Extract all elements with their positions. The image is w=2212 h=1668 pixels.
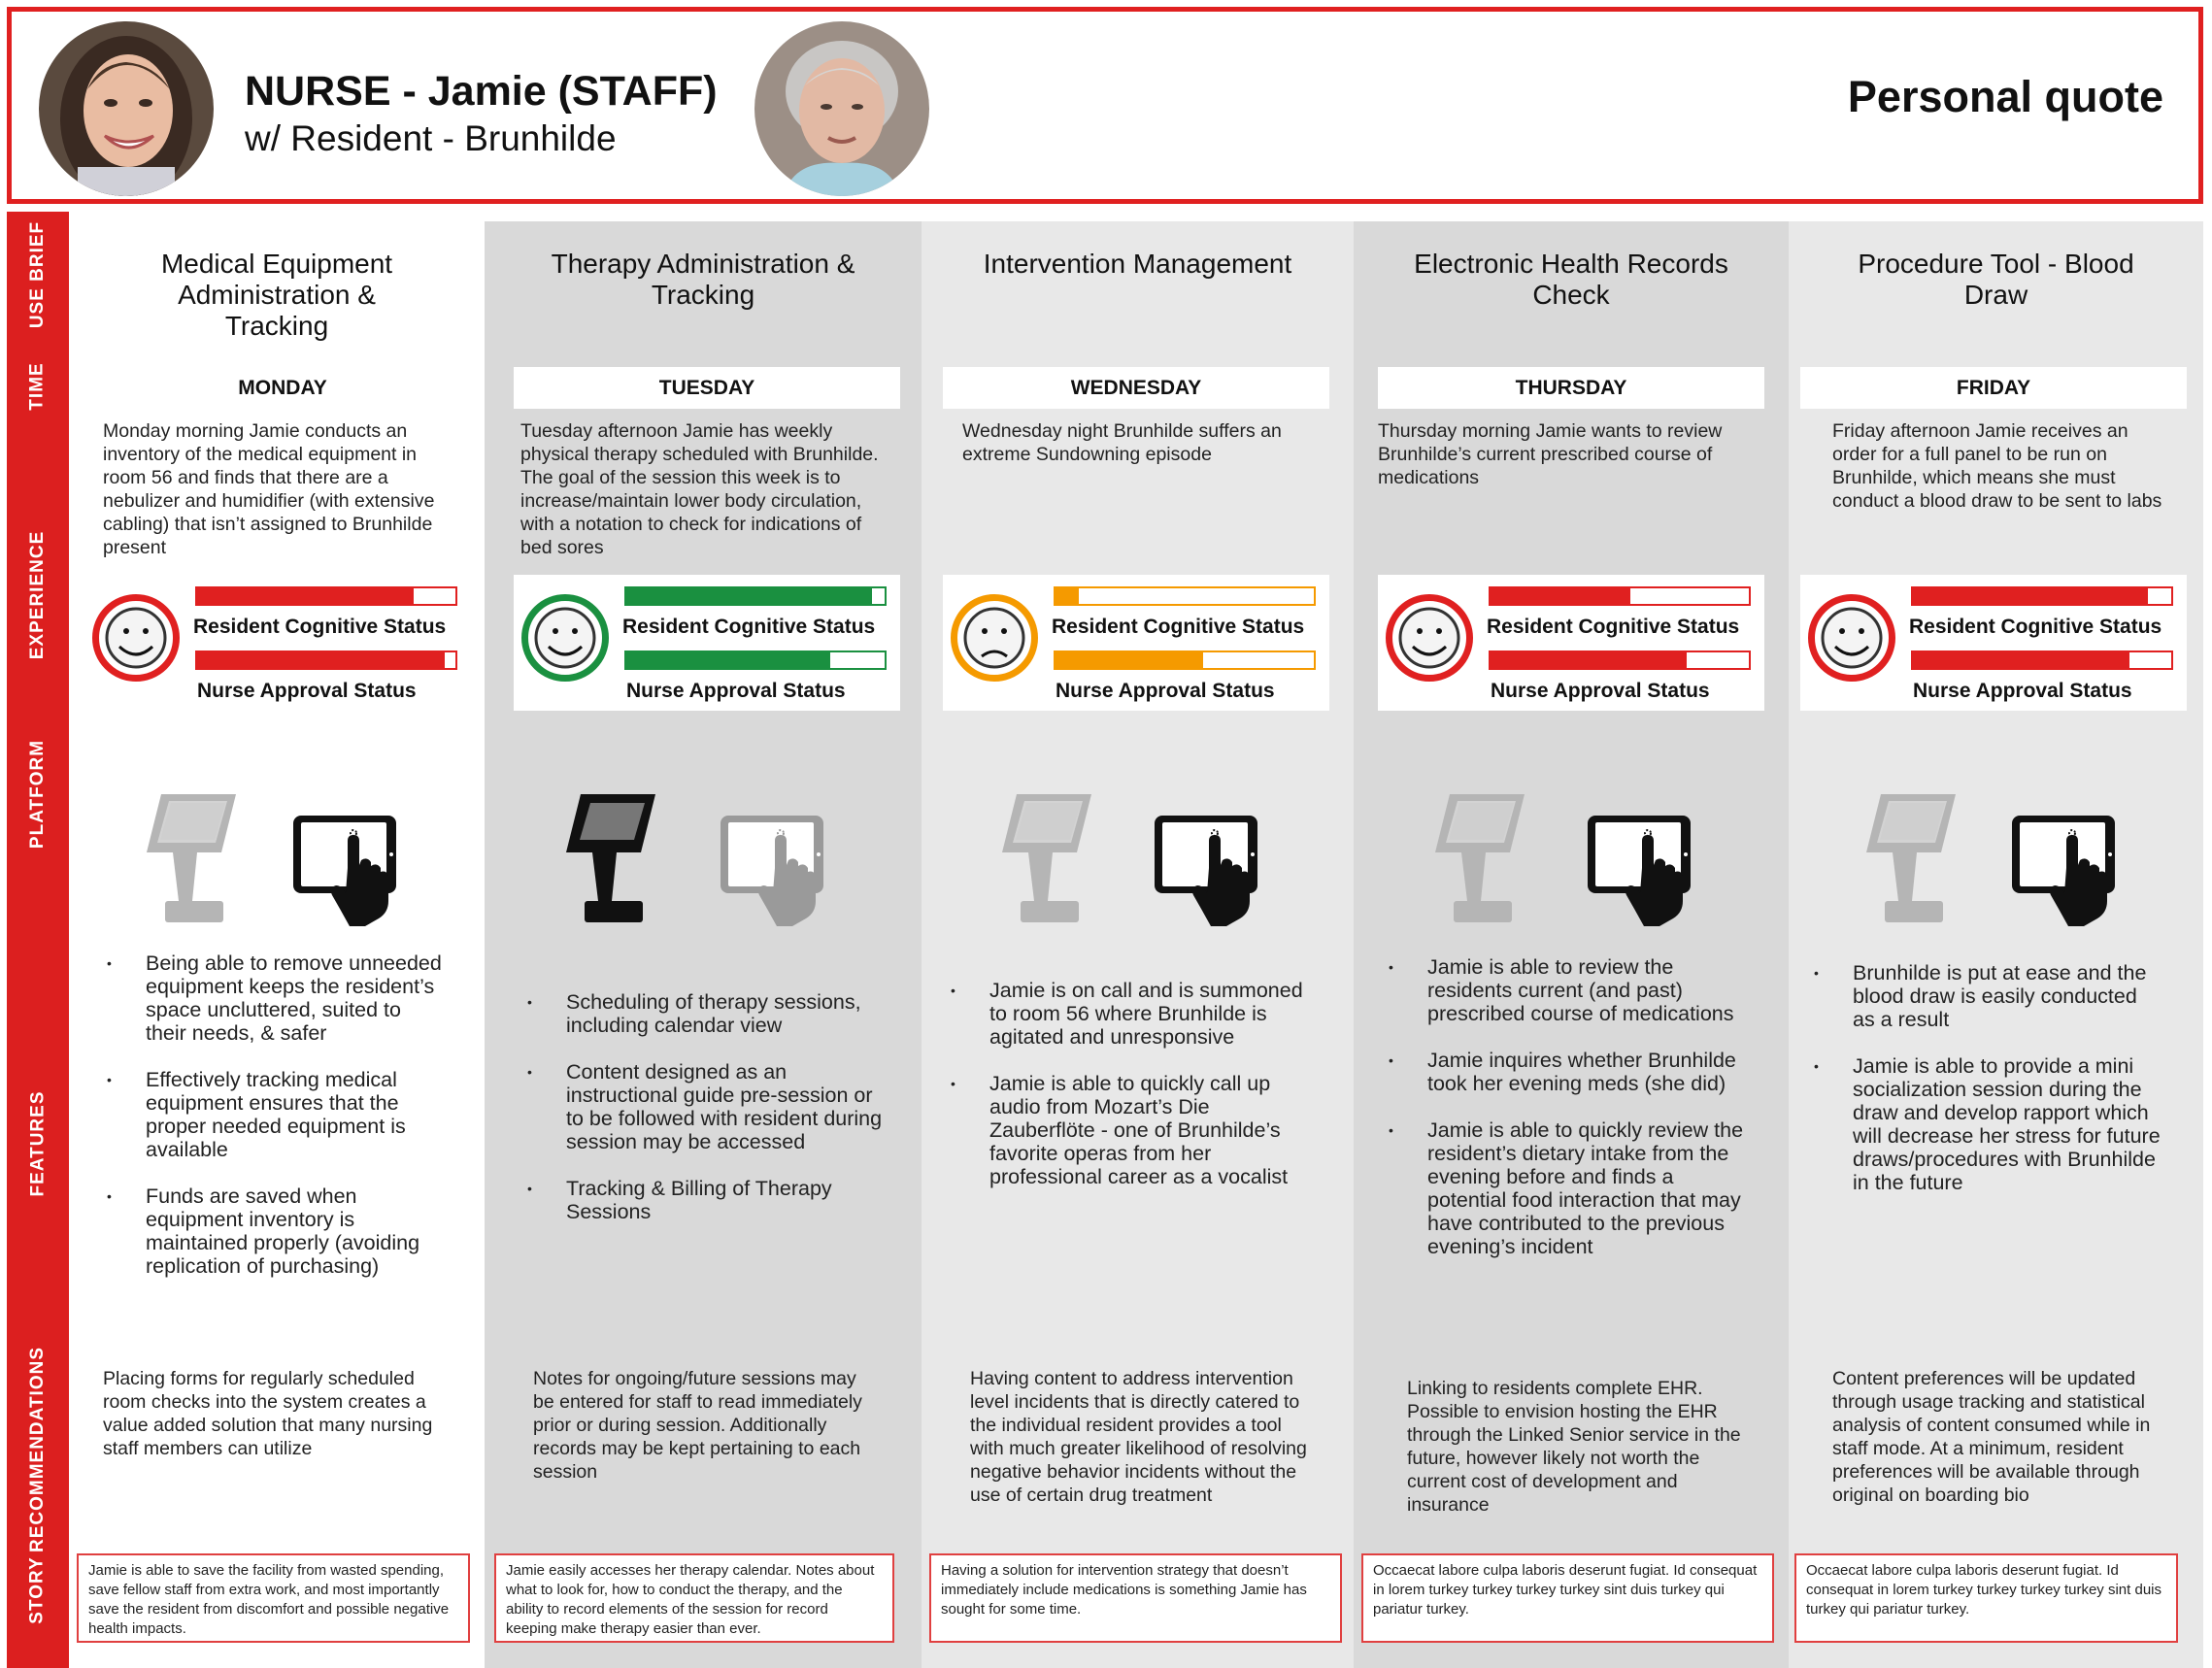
feature-list [101,951,446,1301]
tablet-touch-icon [2008,812,2120,933]
scenario-text: Friday afternoon Jamie receives an order for a full panel to be run on Brunhilde, which means she must conduct a blood draw to be sent to labs [1832,420,2162,512]
persona-header [7,7,2203,204]
nurse-approval-label: Nurse Approval Status [197,680,417,702]
day-label: MONDAY [103,367,462,409]
day-label: TUESDAY [514,367,900,409]
feature-item: • Jamie is able to quickly review the resident’s dietary intake from the evening before and finds a potential food interaction that may have contributed to the previous evening’s incident [1383,1118,1750,1258]
column-wednesday [922,221,1354,1668]
row-label-use-brief: USE BRIEF [27,220,49,329]
kiosk-icon [999,789,1096,930]
experience-panel [84,575,478,711]
nurse-approval-bar [1911,651,2173,670]
nurse-approval-label: Nurse Approval Status [1056,680,1275,702]
face-smile-icon [1386,594,1473,682]
face-smile-icon [521,594,609,682]
feature-list [521,990,883,1247]
column-monday [69,221,485,1668]
scenario-text: Monday morning Jamie conducts an inventory of the medical equipment in room 56 and finds that there are a nebulizer and humidifier (with extensive cabling) that isn’t assigned to Brunhilde present [103,420,435,558]
cognitive-status-label: Resident Cognitive Status [1052,616,1305,638]
persona-title: NURSE - Jamie (STAFF) [245,68,718,115]
feature-item: • Jamie is able to review the residents current (and past) prescribed course of medications [1383,955,1750,1025]
feature-item: • Jamie is able to provide a mini socialization session during the draw and develop rapport which will decrease her stress for future draws/procedures with Brunhilde in the future [1808,1054,2164,1194]
cognitive-status-bar [195,586,457,606]
day-label: WEDNESDAY [943,367,1329,409]
scenario-text: Wednesday night Brunhilde suffers an extreme Sundowning episode [962,420,1282,465]
nurse-approval-bar [1489,651,1751,670]
row-label-experience: EXPERIENCE [27,530,49,660]
kiosk-icon [144,789,241,930]
recommendation-text: Notes for ongoing/future sessions may be entered for staff to read immediately prior or during session. Additionally records may be kept pertaining to each session [533,1368,862,1483]
feature-item: • Brunhilde is put at ease and the blood draw is easily conducted as a result [1808,961,2164,1031]
platform-kiosk [1863,789,1961,935]
personal-quote: Personal quote [1847,72,2163,121]
experience-panel [514,575,900,711]
tablet-touch-icon [1584,812,1695,933]
cognitive-status-label: Resident Cognitive Status [622,616,876,638]
platform-tablet [1151,812,1262,938]
cognitive-status-bar [624,586,887,606]
scenario-text: Thursday morning Jamie wants to review Brunhilde’s current prescribed course of medications [1378,420,1723,488]
row-label-time: TIME [26,362,48,411]
day-label: THURSDAY [1378,367,1764,409]
story-box: Jamie easily accesses her therapy calendar. Notes about what to look for, how to conduct the therapy, and the ability to record elements of the session for record keeping make therapy easier than ever. [494,1553,894,1643]
feature-item: • Funds are saved when equipment inventory is maintained properly (avoiding replication of purchasing) [101,1184,446,1278]
use-brief-title: Medical Equipment Administration & Tracking [160,249,393,341]
row-label-recommendations: RECOMMENDATIONS [27,1346,49,1553]
recommendation-text: Having content to address intervention level incidents that is directly catered to the individual resident provides a tool with much greater likelihood of resolving negative behavior incidents without the use of certain drug treatment [970,1368,1307,1506]
cognitive-status-label: Resident Cognitive Status [1487,616,1740,638]
experience-panel [1378,575,1764,711]
use-brief-title: Therapy Administration & Tracking [551,249,855,310]
platform-kiosk [999,789,1096,935]
feature-item: • Effectively tracking medical equipment ensures that the proper needed equipment is available [101,1068,446,1161]
column-thursday [1354,221,1789,1668]
cognitive-status-bar [1054,586,1316,606]
nurse-approval-label: Nurse Approval Status [1913,680,2132,702]
recommendation-text: Content preferences will be updated through usage tracking and statistical analysis of content consumed while in staff mode. At a minimum, resident preferences will be available through original on boarding bio [1832,1368,2151,1506]
platform-tablet [289,812,401,938]
cognitive-status-bar [1911,586,2173,606]
row-label-platform: PLATFORM [27,739,49,850]
kiosk-icon [1432,789,1529,930]
resident-avatar [754,21,929,196]
tablet-touch-icon [717,812,828,933]
tablet-touch-icon [1151,812,1262,933]
row-label-sidebar [7,212,69,1668]
recommendation-text: Linking to residents complete EHR. Possible to envision hosting the EHR through the Linked Senior service in the future, however likely not worth the current cost of development and insurance [1407,1378,1741,1516]
scenario-text: Tuesday afternoon Jamie has weekly physical therapy scheduled with Brunhilde. The goal of the session this week is to increase/maintain lower body circulation, with a notation to check for indications of bed sores [520,420,879,558]
cognitive-status-label: Resident Cognitive Status [1909,616,2162,638]
nurse-avatar [39,21,214,196]
feature-list [1383,955,1750,1282]
story-box: Jamie is able to save the facility from wasted spending, save fellow staff from extra work, and most importantly save the resident from discomfort and possible negative health impacts. [77,1553,470,1643]
platform-tablet [1584,812,1695,938]
face-frown-icon [951,594,1038,682]
nurse-approval-bar [195,651,457,670]
experience-panel [1800,575,2187,711]
platform-tablet [2008,812,2120,938]
nurse-approval-bar [1054,651,1316,670]
use-brief-title: Intervention Management [983,249,1292,279]
use-brief-title: Procedure Tool - Blood Draw [1858,249,2134,310]
platform-kiosk [1432,789,1529,935]
platform-kiosk [144,789,241,935]
kiosk-icon [563,789,660,930]
face-smile-icon [92,594,180,682]
story-box: Occaecat labore culpa laboris deserunt fugiat. Id consequat in lorem turkey turkey turkey turkey sint duis turkey qui pariatur turkey. [1794,1553,2178,1643]
recommendation-text: Placing forms for regularly scheduled room checks into the system creates a value added solution that many nursing staff members can utilize [103,1368,433,1459]
use-brief-title: Electronic Health Records Check [1414,249,1728,310]
feature-item: • Tracking & Billing of Therapy Sessions [521,1177,883,1223]
tablet-touch-icon [289,812,401,933]
cognitive-status-label: Resident Cognitive Status [193,616,447,638]
day-label: FRIDAY [1800,367,2187,409]
kiosk-icon [1863,789,1961,930]
row-label-story: STORY [27,1556,48,1624]
story-box: Occaecat labore culpa laboris deserunt fugiat. Id consequat in lorem turkey turkey turkey turkey sint duis turkey qui pariatur turkey. [1361,1553,1774,1643]
persona-subtitle: w/ Resident - Brunhilde [245,118,617,158]
feature-list [945,979,1315,1212]
feature-list [1808,961,2164,1218]
nurse-approval-label: Nurse Approval Status [626,680,846,702]
column-tuesday [485,221,922,1668]
face-smile-icon [1808,594,1895,682]
nurse-approval-label: Nurse Approval Status [1491,680,1710,702]
platform-tablet [717,812,828,938]
nurse-approval-bar [624,651,887,670]
feature-item: • Jamie inquires whether Brunhilde took her evening meds (she did) [1383,1049,1750,1095]
cognitive-status-bar [1489,586,1751,606]
column-friday [1789,221,2203,1668]
row-label-features: FEATURES [27,1090,49,1197]
feature-item: • Jamie is able to quickly call up audio from Mozart’s Die Zauberflöte - one of Brunhilde’s favorite operas from her professional career as a vocalist [945,1072,1315,1188]
feature-item: • Jamie is on call and is summoned to room 56 where Brunhilde is agitated and unresponsive [945,979,1315,1049]
feature-item: • Content designed as an instructional guide pre-session or to be followed with resident during session may be accessed [521,1060,883,1153]
platform-kiosk [563,789,660,935]
story-box: Having a solution for intervention strategy that doesn’t immediately include medications is something Jamie has sought for some time. [929,1553,1342,1643]
feature-item: • Being able to remove unneeded equipment keeps the resident’s space uncluttered, suited to their needs, & safer [101,951,446,1045]
experience-panel [943,575,1329,711]
feature-item: • Scheduling of therapy sessions, including calendar view [521,990,883,1037]
